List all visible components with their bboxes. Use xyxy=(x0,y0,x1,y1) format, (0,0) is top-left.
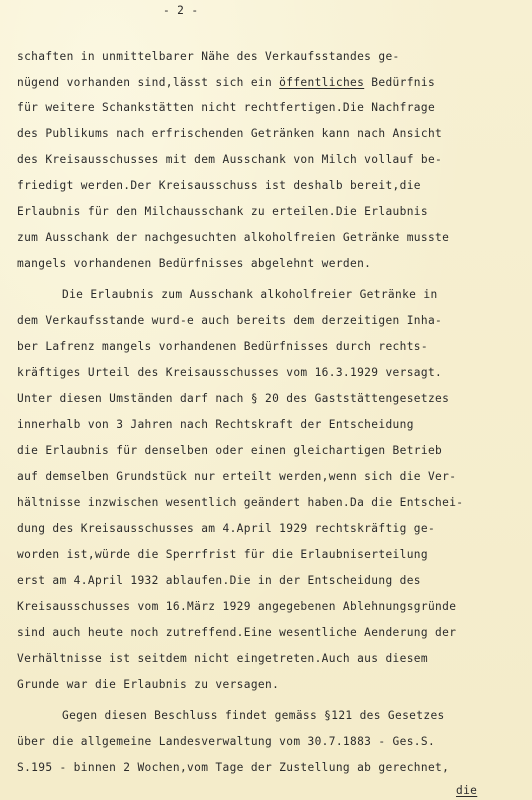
text-line: innerhalb von 3 Jahren nach Rechtskraft der Entscheidung xyxy=(17,418,414,431)
text-line: Kreisausschusses vom 16.März 1929 angegebenen Ablehnungsgründe xyxy=(17,600,457,613)
text-line: dem Verkaufsstande wurd-e auch bereits dem derzeitigen Inha- xyxy=(17,314,443,327)
text-line: ber Lafrenz mangels vorhandenen Bedürfnisses durch rechts- xyxy=(17,340,428,353)
text-fragment: Bedürfnis xyxy=(364,76,436,89)
text-fragment: nügend vorhanden sind,lässt sich ein xyxy=(17,76,280,89)
text-line: des Publikums nach erfrischenden Getränken kann nach Ansicht xyxy=(17,127,443,140)
text-line: Erlaubnis für den Milchausschank zu erteilen.Die Erlaubnis xyxy=(17,205,428,218)
underlined-word: öffentliches xyxy=(279,76,365,89)
text-line: zum Ausschank der nachgesuchten alkoholfreien Getränke musste xyxy=(17,231,450,244)
text-line: die Erlaubnis für denselben oder einen gleichartigen Betrieb xyxy=(17,444,443,457)
text-line: über die allgemeine Landesverwaltung vom 30.7.1883 - Ges.S. xyxy=(17,735,436,748)
text-line: Grunde war die Erlaubnis zu versagen. xyxy=(17,678,280,691)
text-line: worden ist,würde die Sperrfrist für die Erlaubniserteilung xyxy=(17,548,428,561)
text-line: kräftiges Urteil des Kreisausschusses vom 16.3.1929 versagt. xyxy=(17,366,443,379)
text-line: mangels vorhandenen Bedürfnisses abgelehnt werden. xyxy=(17,257,372,270)
paragraph-first-line: Die Erlaubnis zum Ausschank alkoholfreier Getränke in xyxy=(62,288,438,301)
text-line: hältnisse inzwischen wesentlich geändert haben.Da die Entschei- xyxy=(17,496,464,509)
page-number: - 2 - xyxy=(163,4,199,17)
text-line: friedigt werden.Der Kreisausschuss ist deshalb bereit,die xyxy=(17,179,421,192)
text-line: dung des Kreisausschusses am 4.April 1929 rechtskräftig ge- xyxy=(17,522,436,535)
paragraph-first-line: Gegen diesen Beschluss findet gemäss §121 des Gesetzes xyxy=(62,709,445,722)
text-line: S.195 - binnen 2 Wochen,vom Tage der Zustellung ab gerechnet, xyxy=(17,761,450,774)
catchword: die xyxy=(456,784,478,797)
text-line: Verhältnisse ist seitdem nicht eingetreten.Auch aus diesem xyxy=(17,652,428,665)
text-line: auf demselben Grundstück nur erteilt werden,wenn sich die Ver- xyxy=(17,470,457,483)
text-line: Unter diesen Umständen darf nach § 20 des Gaststättengesetzes xyxy=(17,392,450,405)
text-line: des Kreisausschusses mit dem Ausschank von Milch vollauf be- xyxy=(17,153,443,166)
text-line: erst am 4.April 1932 ablaufen.Die in der Entscheidung des xyxy=(17,574,421,587)
text-line: sind auch heute noch zutreffend.Eine wesentliche Aenderung der xyxy=(17,626,457,639)
text-line: schaften in unmittelbarer Nähe des Verkaufsstandes ge- xyxy=(17,50,400,63)
text-line: für weitere Schankstätten nicht rechtfertigen.Die Nachfrage xyxy=(17,101,436,114)
text-line-underlined xyxy=(17,76,435,90)
